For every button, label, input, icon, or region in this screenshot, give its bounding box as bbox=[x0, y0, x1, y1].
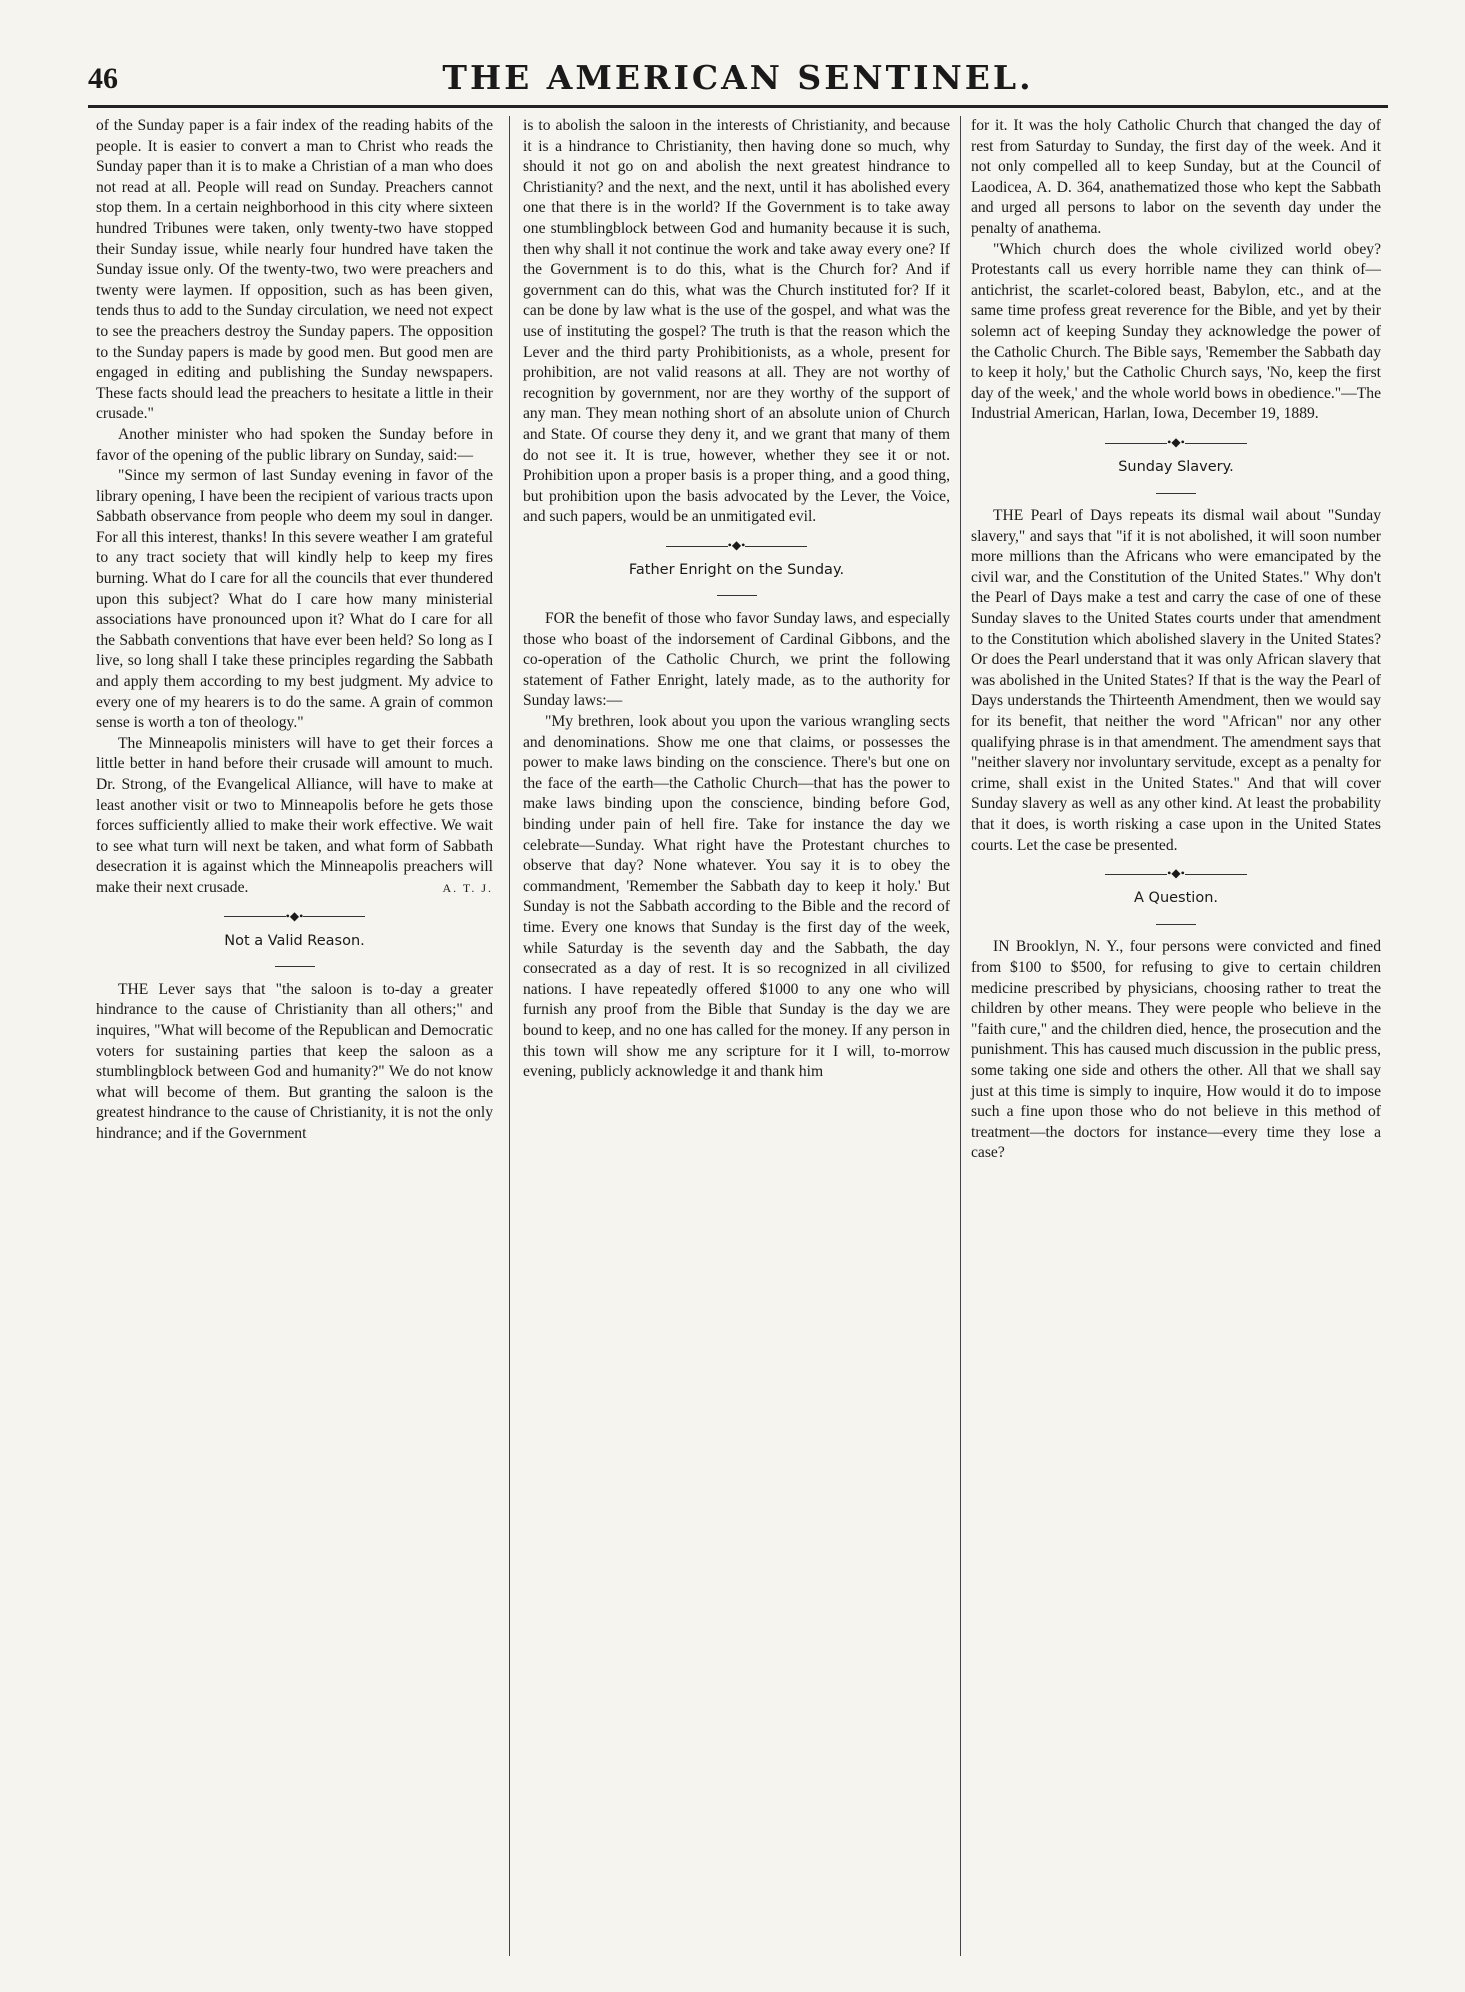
section-separator: •◆• bbox=[971, 435, 1381, 449]
column-2 bbox=[523, 116, 950, 1083]
paragraph-text: The Minneapolis ministers will have to get their forces a little better in hand before their crusade will amount to much. Dr. Strong, of the Evangelical Alliance, will have to make at least another visit or two to Minneapolis before he gets those forces sufficiently allied to make their work effective. We wait to see what turn will next be taken, and what form of Sabbath desecration it is against which the Minneapolis preachers will make their next crusade. bbox=[96, 734, 493, 896]
column-1 bbox=[96, 116, 493, 1145]
paragraph-text: Brooklyn, N. Y., four persons were convicted and fined from $100 to $500, for refusing to give to certain children medicine prescribed by physicians, choosing rather to treat the children by other means. They were people who believe in the "faith cure," and the children died, hence, the prosecution and the punishment. This has caused much discussion in the public press, some taking one side and others the other. All that we shall say just at this time is simply to inquire, How would it do to impose such a fine upon those who do not believe in this method of treatment—the doctors for instance—every time they lose a case? bbox=[971, 938, 1381, 1162]
paragraph-text: Lever says that "the saloon is to-day a greater hindrance to the cause of Christianity than all others;" and inquires, "What will become of the Republican and Democratic voters for sustaining parties that keep the saloon as a stumblingblock between God and humanity?" We do not know what will become of them. But granting the saloon is the greatest hindrance to the cause of Christianity, it is not the only hindrance; and if the Government bbox=[96, 980, 493, 1142]
quote-paragraph: "My brethren, look about you upon the various wrangling sects and denominations. Show me one that claims, or possesses the power to make laws binding on the conscience. There's but one on the face of the earth—the Catholic Church—that has the power to make laws binding upon the conscience, binding before God, binding under pain of hell fire. Take for instance the day we celebrate—Sunday. What right have the Protestant churches to observe that day? None whatever. You say it is to obey the commandment, 'Remember the Sabbath day to keep it holy.' But Sunday is not the Sabbath according to the Bible and the record of time. Every one knows that Sunday is the first day of the week, while Saturday is the seventh day and the Sabbath, the day consecrated as a day of rest. It is so recognized in all civilized nations. I have repeatedly offered $1000 to any one who will furnish any proof from the Bible that Sunday is the day we are bound to keep, and no one has called for the money. If any person in this town will show me any scripture for it I will, to-morrow evening, publicly acknowledge it and thank him bbox=[523, 713, 950, 1081]
lead-word: THE bbox=[993, 507, 1024, 525]
article-heading: Sunday Slavery. bbox=[1118, 458, 1234, 475]
heading-underline bbox=[971, 911, 1381, 932]
paragraph: of the Sunday paper is a fair index of the reading habits of the people. It is easier to convert a man to Christ who reads the Sunday paper than it is to make a Christian of a man who does not read at all. People will read on Sunday. Preachers cannot stop them. In a certain neighborhood in this city where sixteen hundred Tribunes were taken, only twenty-two have stopped their Sunday issue, while nearly four hundred have taken the Sunday issue only. Of the twenty-two, two were preachers and twenty were laymen. If opposition, such as has been given, tends thus to add to the Sunday circulation, we need not expect to see the preachers destroy the Sunday papers. The opposition to the Sunday papers is made by good men. But good men are engaged in editing and publishing the Sunday newspapers. These facts should lead the preachers to hesitate a little in their crusade." bbox=[96, 117, 493, 423]
paragraph bbox=[523, 609, 950, 712]
column-divider-1 bbox=[509, 116, 510, 1956]
section-separator: •◆• bbox=[971, 866, 1381, 880]
paragraph bbox=[971, 506, 1381, 856]
article-heading: Father Enright on the Sunday. bbox=[628, 561, 845, 578]
quote-paragraph: "Since my sermon of last Sunday evening in favor of the library opening, I have been the recipient of various tracts upon Sabbath observance from people who deem my soul in danger. For all this interest, thanks! In this severe weather I am grateful to any tract society that will kindly help to keep my fires burning. What do I care for all the councils that ever thundered upon this subject? What do I care how many ministerial associations have pronounced upon it? What do I care for all the Sabbath conventions that have ever been held? So long as I live, so long shall I take these principles regarding the Sabbath and apply them according to my best judgment. My advice to every one of my hearers is to do the same. A grain of common sense is worth a ton of theology." bbox=[96, 467, 493, 732]
paragraph bbox=[96, 734, 493, 899]
author-signature: A. T. J. bbox=[442, 880, 493, 895]
page-number: 46 bbox=[88, 62, 118, 95]
lead-word: FOR bbox=[545, 610, 576, 628]
column-3 bbox=[971, 116, 1381, 1164]
article-heading: Not a Valid Reason. bbox=[224, 932, 365, 949]
lead-word: THE bbox=[118, 980, 149, 998]
section-separator: •◆• bbox=[523, 538, 950, 552]
paragraph bbox=[96, 980, 493, 1145]
section-separator: •◆• bbox=[96, 909, 493, 923]
masthead-title: THE AMERICAN SENTINEL. bbox=[442, 58, 1034, 97]
paragraph: for it. It was the holy Catholic Church that changed the day of rest from Saturday to Sunday, the first day of the week. And it not only compelled all to keep Sunday, but at the Council of Laodicea, A. D. 364, anathematized those who kept the Sabbath and urged all persons to labor on the seventh day under the penalty of anathema. bbox=[971, 117, 1381, 237]
paragraph-text: the benefit of those who favor Sunday laws, and especially those who boast of the indorsement of Cardinal Gibbons, and the co-operation of the Catholic Church, we print the following statement of Father Enright, lately made, as to the authority for Sunday laws:— bbox=[523, 610, 951, 710]
heading-underline bbox=[96, 953, 493, 974]
heading-underline bbox=[971, 480, 1381, 501]
paragraph bbox=[971, 937, 1381, 1164]
paragraph-text: Pearl of Days repeats its dismal wail about "Sunday slavery," and says that "if it is not abolished, it will soon number more millions than the Africans who were emancipated by the civil war, and the Constitution of the United States." Why don't the Pearl of Days make a test and carry the case of one of these Sunday slaves to the United States courts under that amendment to the Constitution which abolished slavery in the United States? Or does the Pearl understand that it was only African slavery that was abolished in the United States? If that is the way the Pearl of Days understands the Thirteenth Amendment, then we would say for its benefit, that neither the word "African" nor any other qualifying phrase is in that amendment. The amendment says that "neither slavery nor involuntary servitude, except as a penalty for crime, shall exist in the United States." And that will cover Sunday slavery as well as any other kind. At least the probability that it does, is worth risking a case upon in the United States courts. Let the case be presented. bbox=[971, 507, 1381, 854]
quote-paragraph: "Which church does the whole civilized world obey? Protestants call us every horrible name they can think of—antichrist, the scarlet-colored beast, Babylon, etc., and at the same time profess great reverence for the Bible, and yet by their solemn act of keeping Sunday they acknowledge the power of the Catholic Church. The Bible says, 'Remember the Sabbath day to keep it holy,' but the Catholic Church says, 'No, keep the first day of the week,' and the whole world bows in obedience."—The Industrial American, Harlan, Iowa, December 19, 1889. bbox=[971, 240, 1381, 423]
article-heading: A Question. bbox=[1134, 890, 1218, 907]
page-header bbox=[88, 58, 1388, 102]
lead-word: IN bbox=[993, 938, 1010, 956]
paragraph: is to abolish the saloon in the interests of Christianity, and because it is a hindrance to Christianity, then having done so much, why should it not go on and abolish the next greatest hindrance to Christianity? and the next, and the next, until it has abolished every one that there is in the world? If the Government is to take away one stumblingblock between God and humanity because it is such, then why shall it not continue the work and take away every one? If the Government is to do this, what is the Church for? And if government can do this, what was the Church instituted for? If it can be done by law what is the use of the gospel, and what was the use of instituting the gospel? The truth is that the reason which the Lever and the third party Prohibitionists, as a whole, present for prohibition, are not valid reasons at all. They are not worthy of recognition by government, nor are they worthy of the support of any man. They mean nothing short of an absolute union of Church and State. Of course they deny it, and we grant that many of them do not see it. It is true, however, whether they see it or not. Prohibition upon a proper basis is a proper thing, and a good thing, but prohibition upon the basis advocated by the Lever, the Voice, and such papers, would be an unmitigated evil. bbox=[523, 117, 950, 526]
heading-underline bbox=[523, 582, 950, 603]
column-divider-2 bbox=[960, 116, 961, 1956]
header-rule bbox=[88, 105, 1388, 108]
paragraph: Another minister who had spoken the Sunday before in favor of the opening of the public library on Sunday, said:— bbox=[96, 425, 493, 464]
